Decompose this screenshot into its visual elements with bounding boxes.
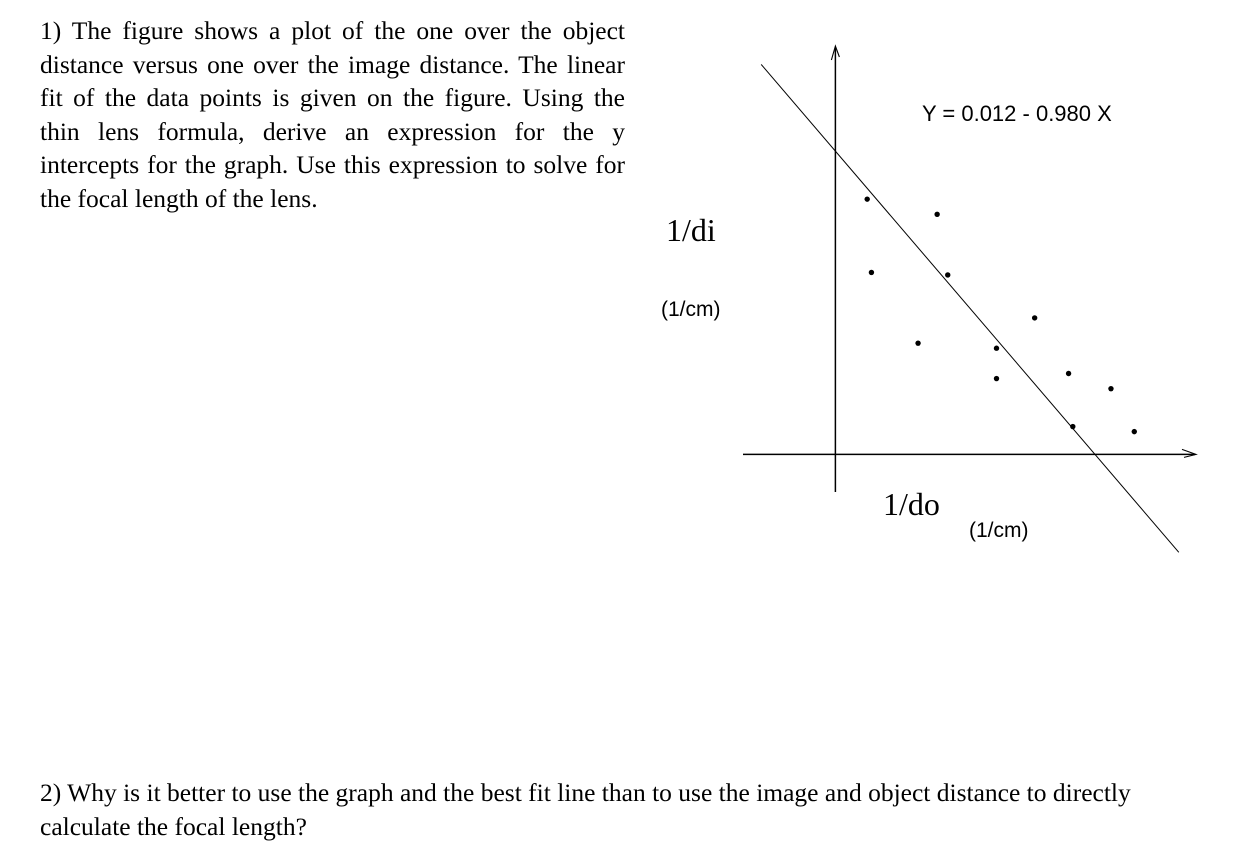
fit-line — [761, 64, 1179, 552]
data-point — [1032, 315, 1037, 320]
data-point — [1070, 424, 1075, 429]
data-point — [934, 212, 939, 217]
y-axis-unit: (1/cm) — [661, 298, 721, 321]
plot-labels — [661, 101, 1112, 542]
data-point — [1066, 371, 1071, 376]
data-point — [945, 272, 950, 277]
data-point — [994, 346, 999, 351]
x-axis-unit: (1/cm) — [969, 519, 1029, 542]
data-point — [1132, 429, 1137, 434]
data-point — [869, 270, 874, 275]
question-2-text: 2) Why is it better to use the graph and the best fit line than to use the image and object distance to directly calculate the focal length? — [40, 778, 1131, 841]
data-point — [864, 196, 869, 201]
x-axis-label: 1/do — [883, 486, 940, 522]
fit-equation: Y = 0.012 - 0.980 X — [922, 101, 1112, 126]
y-axis-label: 1/di — [666, 212, 716, 248]
question-1-text: 1) The figure shows a plot of the one over the object distance versus one over the image distance. The linear fit of the data points is given on the figure. Using the thin lens formula, derive an expression for the y intercepts for the graph. Use this expression to solve for the focal length of the lens. — [40, 16, 625, 213]
x-axis-arrowhead — [1182, 449, 1196, 457]
data-point — [915, 340, 920, 345]
data-point — [994, 376, 999, 381]
fit-line-group — [761, 64, 1179, 552]
scatter-plot — [650, 35, 1210, 555]
data-point — [1108, 386, 1113, 391]
